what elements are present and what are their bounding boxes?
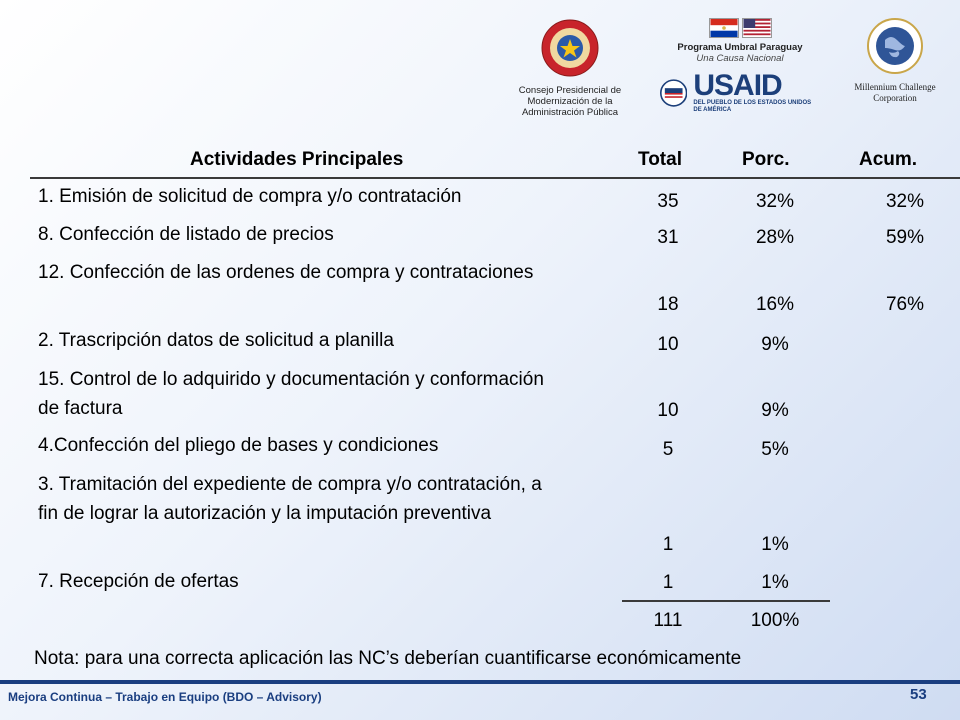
row-total: 5: [662, 439, 674, 460]
row-activity: 8. Confección de listado de precios: [38, 224, 334, 245]
usaid-logo: [660, 69, 820, 114]
paraguay-seal-icon: [539, 18, 601, 78]
header-activities: Actividades Principales: [190, 149, 404, 170]
usaid-wordmark: USAID: [693, 69, 782, 102]
programa-subtitle: Una Causa Nacional: [696, 53, 784, 64]
page-number: 53: [910, 686, 927, 703]
row-porc: 28%: [755, 227, 795, 248]
mcc-logo-block: [845, 18, 945, 104]
programa-umbral-block: [660, 18, 820, 114]
usaid-seal-icon: [660, 76, 687, 110]
row-total: 35: [657, 191, 679, 212]
programa-title: Programa Umbral Paraguay: [677, 42, 803, 53]
row-activity: 15. Control de lo adquirido y documentación y conformación de factura: [38, 369, 544, 419]
row-activity: 7. Recepción de ofertas: [38, 571, 239, 592]
grand-total-porc: 100%: [750, 610, 800, 631]
row-total: 1: [662, 534, 674, 555]
header-porc: Porc.: [742, 149, 790, 170]
mcc-text: Millennium Challenge Corporation: [854, 82, 936, 103]
row-activity: 2. Trascripción datos de solicitud a planilla: [38, 330, 394, 351]
row-activity: 3. Tramitación del expediente de compra y/o contratación, a fin de lograr la autorización y la imputación preventiva: [38, 474, 542, 524]
header-acum: Acum.: [859, 149, 918, 170]
row-porc: 9%: [761, 400, 789, 421]
row-acum: 32%: [885, 191, 925, 212]
row-total: 1: [662, 572, 674, 593]
table-header: [30, 144, 960, 178]
row-porc: 32%: [755, 191, 795, 212]
row-total: 10: [657, 400, 679, 421]
row-total: 31: [657, 227, 679, 248]
footer-bar: [0, 680, 960, 684]
row-porc: 1%: [761, 534, 789, 555]
paraguay-flag-icon: [709, 18, 739, 38]
grand-total: 111: [653, 610, 683, 631]
footer-text: Mejora Continua – Trabajo en Equipo (BDO – Advisory): [8, 690, 322, 704]
row-total: 10: [657, 334, 679, 355]
row-activity: 1. Emisión de solicitud de compra y/o contratación: [38, 186, 462, 207]
footnote: Nota: para una correcta aplicación las NC’s deberían cuantificarse económicamente: [34, 648, 742, 669]
totals-divider: [622, 600, 830, 602]
usaid-tagline: DEL PUEBLO DE LOS ESTADOS UNIDOS DE AMÉRICA: [693, 100, 812, 113]
header-divider: [30, 177, 960, 179]
header-total: Total: [638, 149, 682, 170]
consejo-logo-block: [505, 18, 635, 118]
usa-flag-icon: [742, 18, 772, 38]
mcc-globe-icon: [867, 18, 923, 74]
row-acum: 59%: [885, 227, 925, 248]
row-porc: 16%: [755, 294, 795, 315]
row-porc: 5%: [761, 439, 789, 460]
row-total: 18: [657, 294, 679, 315]
row-activity: 4.Confección del pliego de bases y condiciones: [38, 435, 439, 456]
activities-table: [30, 144, 960, 631]
row-porc: 1%: [761, 572, 789, 593]
row-porc: 9%: [761, 334, 789, 355]
row-acum: 76%: [885, 294, 925, 315]
row-activity: 12. Confección de las ordenes de compra y contrataciones: [38, 262, 534, 283]
consejo-text: Consejo Presidencial de Modernización de la Administración Pública: [518, 85, 622, 118]
